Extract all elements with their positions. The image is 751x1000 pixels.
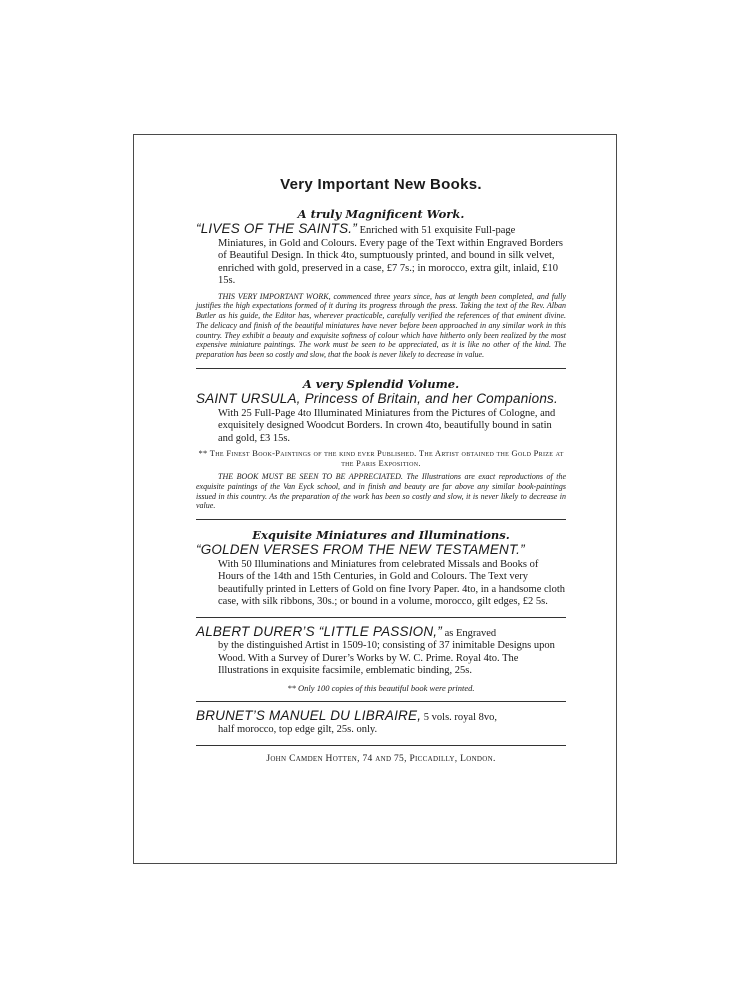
divider <box>196 368 566 369</box>
section-golden-verses <box>196 528 566 609</box>
book-note <box>196 472 566 511</box>
section-heading: A very Splendid Volume. <box>302 377 460 392</box>
divider <box>196 701 566 702</box>
book-description: With 25 Full-Page 4to Illuminated Miniatures from the Pictures of Cologne, and exquisitely designed Woodcut Borders. In crown 4to, beautifully bound in satin and gold, £3 15s. <box>218 407 556 444</box>
book-award-note: ** The Finest Book-Paintings of the kind ever Published. The Artist obtained the Gold Prize at the Paris Exposition. <box>198 448 564 469</box>
book-description: by the distinguished Artist in 1509-10; consisting of 37 inimitable Designs upon Wood. With a Survey of Durer’s Works by W. C. Prime. Royal 4to. The Illustrations in exquisite facsimile, emblematic binding, 25s. <box>218 640 555 677</box>
publisher-imprint: John Camden Hotten, 74 and 75, Piccadilly, London. <box>266 753 496 764</box>
page-title: Very Important New Books. <box>280 176 482 193</box>
book-description: half morocco, top edge gilt, 25s. only. <box>218 724 378 736</box>
advertisement-page <box>196 176 566 773</box>
book-title-line <box>196 623 566 641</box>
book-description: With 50 Illuminations and Miniatures from celebrated Missals and Books of Hours of the 14th and 15th Centuries, in Gold and Colours. The Text very beautifully printed in Letters of Gold on fine Ivory Paper. 4to, in a handsome cloth case, with silk ribbons, 30s.; or bound in a volume, morocco, gilt edges, £2 5s. <box>218 558 566 608</box>
book-title-line <box>196 393 566 408</box>
section-brunet <box>196 707 566 737</box>
book-title-suffix: 5 vols. royal 8vo, <box>423 711 497 723</box>
section-saint-ursula <box>196 377 566 511</box>
section-lives-of-saints <box>196 207 566 360</box>
book-title: ALBERT DURER’S “LITTLE PASSION,” <box>196 623 442 639</box>
book-title-line <box>196 707 566 725</box>
book-note: ** Only 100 copies of this beautiful book were printed. <box>287 682 475 693</box>
book-title: SAINT URSULA, Princess of Britain, and her Companions. <box>196 391 558 407</box>
book-title: BRUNET’S MANUEL DU LIBRAIRE, <box>196 707 422 723</box>
book-title-line <box>196 544 566 559</box>
book-title: “LIVES OF THE SAINTS.” <box>196 221 357 236</box>
book-title-suffix: as Engraved <box>444 627 497 639</box>
section-heading: A truly Magnificent Work. <box>297 207 465 221</box>
section-heading: Exquisite Miniatures and Illuminations. <box>252 528 510 543</box>
book-description: Enriched with 51 exquisite Full-page Miniatures, in Gold and Colours. Every page of the Text within Engraved Borders of Beautiful Design. In thick 4to, sumptuously printed, and bound in silk velvet, enriched with gold, preserved in a case, £7 7s.; in morocco, extra gilt, inlaid, £10 15s. <box>218 225 563 286</box>
book-note-body: The Illustrations are exact reproductions of the exquisite paintings of the Van Eyck school, and in finish and beauty are far above any similar book-paintings issued in this country. As the preparation of the work has been so costly and slow, it is never likely to decrease in value. <box>196 472 566 511</box>
book-entry <box>196 223 566 288</box>
book-note-lead: THE BOOK MUST BE SEEN TO BE APPRECIATED. <box>218 472 403 482</box>
divider <box>196 745 566 746</box>
book-note: THIS VERY IMPORTANT WORK, commenced three years since, has at length been completed, and fully justifies the high expectations formed of it during its progress through the press. Taking the text of the Rev. Alban Butler as his guide, the Editor has, wherever practicable, carefully verified the references of that eminent divine. The delicacy and finish of the beautiful miniatures have never before been approached in any similar work in this country. They exhibit a beauty and exquisite softness of colour which have hitherto only been realized by the most expensive miniature paintings. The work must be seen to be appreciated, as it is like no other of the kind. The preparation has been so costly and slow, that the book is never likely to decrease in value. <box>196 291 566 360</box>
section-albert-durer <box>196 623 566 693</box>
divider <box>196 519 566 520</box>
divider <box>196 617 566 618</box>
book-title: “GOLDEN VERSES FROM THE NEW TESTAMENT.” <box>196 542 525 558</box>
